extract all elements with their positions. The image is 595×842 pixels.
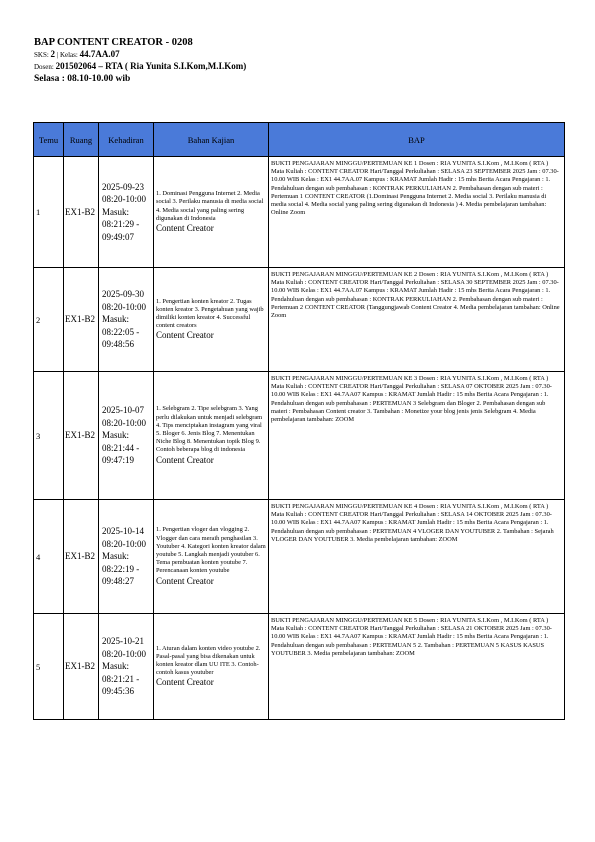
attendance-masuk-label: Masuk: [102,551,129,562]
cell-temu: 5 [34,614,64,720]
dosen-value: 201502064 – RTA ( Ria Yunita S.I.Kom,M.I.Kom) [55,61,247,71]
attendance-in-time: 08:21:29 - [102,219,140,230]
col-header-ruang: Ruang [64,123,99,157]
attendance-in-time: 08:22:05 - [102,326,140,337]
cell-ruang: EX1-B2 [64,372,99,500]
bahan-tag: Content Creator [156,454,214,465]
table-header-row [34,123,565,157]
bahan-text: 1. Pengertian vloger dan vlogging 2. Vlogger dan cara meraih penghasilan 3. Youtuber 4. Kategori konten kreator dalam youtube 5. Langkah menjadi youtuber 6. Tema pembuatan konten youtube 7. Perencanaan konten youtube [156,526,266,575]
cell-kehadiran [99,372,154,500]
bahan-text: 1. Aturan dalam konten video youtube 2. Pasal-pasal yang bisa dikenakan untuk konten kreator dlam UU ITE 3. Contoh-contoh kasus youtuber [156,644,261,677]
attendance-date: 2025-10-21 [102,636,144,647]
cell-kehadiran [99,157,154,268]
sks-label: SKS: [34,51,51,59]
attendance-out-time: 09:47:19 [102,455,135,466]
attendance-in-time: 08:21:21 - [102,673,140,684]
bahan-tag: Content Creator [156,677,214,688]
cell-bap: BUKTI PENGAJARAN MINGGU/PERTEMUAN KE 1 Dosen : RIA YUNITA S.I.Kom , M.I.Kom ( RTA ) Mata Kuliah : CONTENT CREATOR Hari/Tanggal Perkuliahan : SELASA 23 SEPTEMBER 2025 Jam : 07.30-10.00 WIB Kelas : EX1 44.7AA.07 Kampus : KRAMAT Jumlah Hadir : 15 mhs Berita Acara Pengajaran : 1. Pendahuluan dengan sub pembahasan : KONTRAK PERKULIAHAN 2. Pembahasan dengan sub materi : Pertemuan 1 CONTENT CREATOR (1.Dominasi Pengguna Internet 2. Media social 3. Perilaku manusia di media social 4. Media social yang paling sering digunakan di Indonesia ) 4. Media pembelajaran tambahan: Online Zoom [269,157,565,268]
table-row [34,157,565,268]
kelas-label: | Kelas: [55,51,80,59]
table-row [34,372,565,500]
attendance-in-time: 08:22:19 - [102,563,140,574]
table-row [34,268,565,372]
col-header-kehadiran: Kehadiran [99,123,154,157]
cell-bahan-kajian [154,614,269,720]
schedule: Selasa : 08.10-10.00 wib [34,74,131,84]
col-header-bap: BAP [269,123,565,157]
dosen-label: Dosen: [34,63,56,71]
bap-table [33,122,565,720]
col-header-bahan-kajian: Bahan Kajian [154,123,269,157]
bahan-tag: Content Creator [156,575,214,586]
cell-kehadiran [99,614,154,720]
attendance-date: 2025-10-14 [102,526,144,537]
attendance-masuk-label: Masuk: [102,430,129,441]
bahan-text: 1. Selebgram 2. Tipe selebgram 3. Yang perlu dilakukan untuk menjadi selebgram 4. Tips menciptakan instagram yang viral 5. Bloger 6. Jenis Blog 7. Menentukan Niche Blog 8. Menentukan topik Blog 9. Contoh beberapa blog di indonesia [156,405,263,454]
table-row [34,614,565,720]
attendance-masuk-label: Masuk: [102,206,129,217]
cell-ruang: EX1-B2 [64,500,99,614]
attendance-time-slot: 08:20-10:00 [102,301,146,312]
attendance-time-slot: 08:20-10:00 [102,194,146,205]
attendance-masuk-label: Masuk: [102,661,129,672]
col-header-temu: Temu [34,123,64,157]
attendance-time-slot: 08:20-10:00 [102,538,146,549]
cell-kehadiran [99,268,154,372]
attendance-out-time: 09:48:27 [102,576,135,587]
kelas-value: 44.7AA.07 [79,49,120,59]
cell-bahan-kajian [154,268,269,372]
cell-bahan-kajian [154,500,269,614]
cell-kehadiran [99,500,154,614]
attendance-out-time: 09:48:56 [102,339,135,350]
cell-bahan-kajian [154,157,269,268]
attendance-date: 2025-09-30 [102,289,144,300]
cell-bap: BUKTI PENGAJARAN MINGGU/PERTEMUAN KE 3 Dosen : RIA YUNITA S.I.Kom , M.I.Kom ( RTA ) Mata Kuliah : CONTENT CREATOR Hari/Tanggal Perkuliahan : SELASA 07 OKTOBER 2025 Jam : 07.30-10.00 WIB Kelas : EX1 44.7AA07 Kampus : KRAMAT Jumlah Hadir : 15 mhs Berita Acara Pengajaran : 1. Pendahuluan dengan sub pembahasan : PERTEMUAN 3 Selebgram dan Bloger 2. Pembahasan dengan sub materi : Pembahasan Content creator 3. Tambahan : Monetize your blog jenis jenis Selebgram 4. Media pembelajaran tambahan: ZOOM [269,372,565,500]
bahan-text: 1. Dominasi Pengguna Internet 2. Media social 3. Perilaku manusia di media social 4. Media social yang paling sering digunakan di Indonesia [156,190,264,222]
cell-temu: 3 [34,372,64,500]
lecturer-line [34,61,246,71]
cell-bap: BUKTI PENGAJARAN MINGGU/PERTEMUAN KE 4 Dosen : RIA YUNITA S.I.Kom , M.I.Kom ( RTA ) Mata Kuliah : CONTENT CREATOR Hari/Tanggal Perkuliahan : SELASA 14 OKTOBER 2025 Jam : 07.30-10.00 WIB Kelas : EX1 44.7AA07 Kampus : KRAMAT Jumlah Hadir : 15 mhs Berita Acara Pengajaran : 1. Pendahuluan dengan sub pembahasan : PERTEMUAN 4 VLOGER DAN YOUTUBER 2. Tambahan : Sejarah VLOGER DAN YOUTUBER 3. Media pembelajaran tambahan: ZOOM [269,500,565,614]
document-title: BAP CONTENT CREATOR - 0208 [34,37,193,48]
cell-bap: BUKTI PENGAJARAN MINGGU/PERTEMUAN KE 5 Dosen : RIA YUNITA S.I.Kom , M.I.Kom ( RTA ) Mata Kuliah : CONTENT CREATOR Hari/Tanggal Perkuliahan : SELASA 21 OKTOBER 2025 Jam : 07.30-10.00 WIB Kelas : EX1 44.7AA07 Kampus : KRAMAT Jumlah Hadir : 15 mhs Berita Acara Pengajaran : 1. Pendahuluan dengan sub pembahasan : PERTEMUAN 5 2. Tambahan : PERTEMUAN 5 KASUS KASUS YOUTUBER 3. Media pembelajaran tambahan: ZOOM [269,614,565,720]
attendance-date: 2025-09-23 [102,181,144,192]
attendance-date: 2025-10-07 [102,405,144,416]
sks-value: 2 [50,49,56,59]
cell-temu: 4 [34,500,64,614]
attendance-time-slot: 08:20-10:00 [102,417,146,428]
bahan-tag: Content Creator [156,330,214,341]
attendance-out-time: 09:45:36 [102,686,135,697]
course-meta-line [34,49,120,59]
cell-temu: 1 [34,157,64,268]
cell-ruang: EX1-B2 [64,157,99,268]
bahan-tag: Content Creator [156,222,214,233]
cell-temu: 2 [34,268,64,372]
cell-ruang: EX1-B2 [64,268,99,372]
cell-bap: BUKTI PENGAJARAN MINGGU/PERTEMUAN KE 2 Dosen : RIA YUNITA S.I.Kom , M.I.Kom ( RTA ) Mata Kuliah : CONTENT CREATOR Hari/Tanggal Perkuliahan : SELASA 30 SEPTEMBER 2025 Jam : 07.30-10.00 WIB Kelas : EX1 44.7AA.07 Kampus : KRAMAT Jumlah Hadir : 15 mhs Berita Acara Pengajaran : 1. Pendahuluan dengan sub pembahasan : KONTRAK PERKULIAHAN 2. Pembahasan dengan sub materi : Pertemuan 2 CONTENT CREATOR (Tanggungjawab Content Creator 4. Media pembelajaran tambahan: Online Zoom [269,268,565,372]
attendance-masuk-label: Masuk: [102,314,129,325]
bahan-text: 1. Pengertian konten kreator 2. Tugas konten kreator 3. Pengetahuan yang wajib dimiliki konten kreator 4. Successful content creators [156,297,264,330]
table-row [34,500,565,614]
cell-ruang: EX1-B2 [64,614,99,720]
attendance-out-time: 09:49:07 [102,231,135,242]
attendance-time-slot: 08:20-10:00 [102,648,146,659]
cell-bahan-kajian [154,372,269,500]
attendance-in-time: 08:21:44 - [102,442,140,453]
